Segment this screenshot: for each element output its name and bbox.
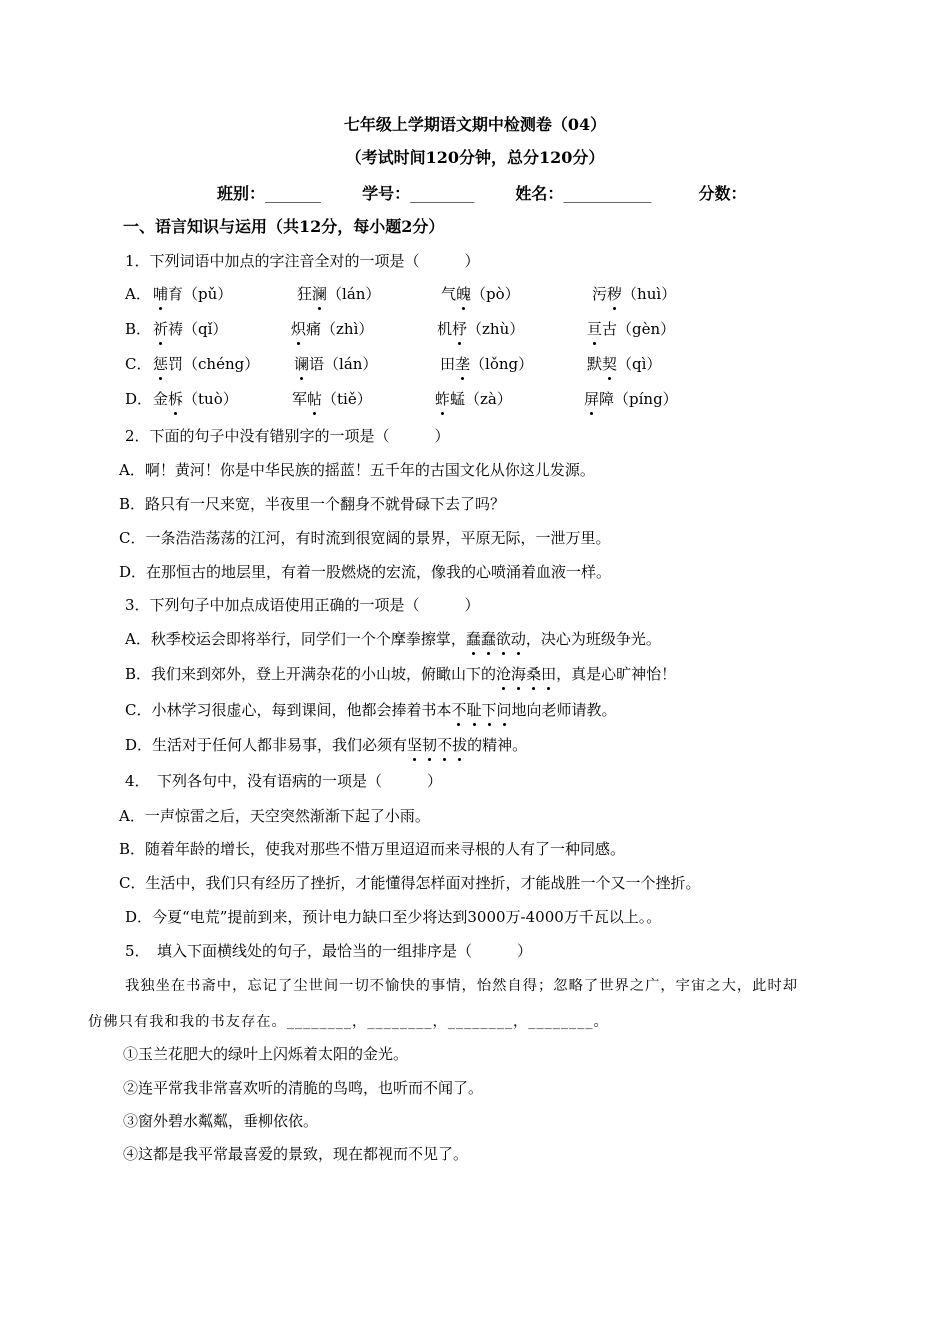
q1-item: 金柝（tuò）	[153, 390, 238, 408]
q2-option: B．路只有一尺来宽，半夜里一个翻身不就骨碌下去了吗？	[119, 495, 506, 513]
dotted-char: 田	[541, 665, 557, 683]
q4-stem: 4． 下列各句中，没有语病的一项是（ ）	[125, 772, 443, 790]
dotted-char: 不	[437, 736, 453, 754]
q1-item: 机杼（zhù）	[437, 320, 525, 338]
dotted-char: 问	[496, 701, 512, 719]
q1-item: 亘古（gèn）	[587, 320, 676, 338]
q2-stem: 2．下面的句子中没有错别字的一项是（ ）	[125, 427, 450, 445]
q1-item: 谰语（lán）	[294, 355, 378, 373]
q5-item: ④这都是我平常最喜爱的景致，现在都视而不见了。	[123, 1145, 469, 1163]
dotted-char: 蠢	[480, 630, 496, 648]
number-blank: ________	[410, 184, 475, 203]
number-label: 学号：	[362, 184, 411, 203]
q1-item: 屏障（píng）	[584, 390, 678, 408]
dotted-char: 耻	[466, 701, 482, 719]
q1-item: 蚱蜢（zà）	[435, 390, 512, 408]
q1-stem: 1．下列词语中加点的字注音全对的一项是（ ）	[125, 252, 480, 270]
q1-item: 气魄（pò）	[441, 285, 520, 303]
q1-item: 炽痛（zhì）	[291, 320, 374, 338]
q4-option: A．一声惊雷之后，天空突然渐渐下起了小雨。	[119, 807, 430, 825]
q2-option: D．在那恒古的地层里，有着一股燃烧的宏流，像我的心喷涌着血液一样。	[119, 563, 612, 581]
q5-item: ②连平常我非常喜欢听的清脆的鸟鸣，也听而不闻了。	[123, 1079, 484, 1097]
name-label: 姓名：	[515, 184, 564, 203]
section-heading: 一、语言知识与运用（共12分，每小题2分）	[123, 217, 445, 236]
q4-option: C．生活中，我们只有经历了挫折，才能懂得怎样面对挫折，才能战胜一个又一个挫折。	[119, 874, 701, 892]
class-blank: _______	[265, 184, 322, 203]
q3-stem: 3．下列句子中加点成语使用正确的一项是（ ）	[125, 596, 480, 614]
q3-option: D．生活对于任何人都非易事，我们必须有坚韧不拔的精神。	[125, 736, 528, 754]
q2-option: A．啊！黄河！你是中华民族的摇蓝！五千年的古国文化从你这儿发源。	[119, 461, 595, 479]
q5-passage-line: 我独坐在书斋中，忘记了尘世间一切不愉快的事情，怡然自得；忽略了世界之广，宇宙之大，此时却	[125, 978, 799, 994]
dotted-char: 沧	[496, 665, 512, 683]
q1-item: 惩罚（chéng）	[153, 355, 260, 373]
dotted-char: 坚	[407, 736, 423, 754]
class-label: 班别：	[217, 184, 266, 203]
q5-passage-line: 仿佛只有我和我的书友存在。________，________，________，________。	[88, 1014, 609, 1030]
dotted-char: 拔	[452, 736, 468, 754]
dotted-char: 蠢	[465, 630, 481, 648]
q1-row-letter: A．	[125, 285, 151, 303]
q1-item: 狂澜（lán）	[297, 285, 381, 303]
q1-item: 田垄（lǒng）	[440, 355, 534, 373]
q2-option: C．一条浩浩荡荡的江河，有时流到很宽阔的景界，平原无际，一泄万里。	[119, 529, 611, 547]
info-row	[217, 183, 747, 205]
q3-option: A．秋季校运会即将举行，同学们一个个摩拳擦掌，蠢蠢欲动，决心为班级争光。	[125, 630, 661, 648]
page-title: 七年级上学期语文期中检测卷（04）	[343, 115, 607, 134]
q5-item: ③窗外碧水粼粼，垂柳依依。	[123, 1112, 319, 1130]
q3-option: C．小林学习很虚心，每到课间，他都会捧着书本不耻下问地向老师请教。	[125, 701, 617, 719]
q1-item: 祈祷（qǐ）	[153, 320, 228, 338]
q1-item: 军帖（tiě）	[292, 390, 372, 408]
q1-item: 默契（qì）	[587, 355, 662, 373]
dotted-char: 动	[510, 630, 526, 648]
dotted-char: 桑	[526, 665, 542, 683]
q4-option: B．随着年龄的增长，使我对那些不惜万里迢迢而来寻根的人有了一种同感。	[119, 840, 626, 858]
dotted-char: 不	[451, 701, 467, 719]
q1-row-letter: B．	[125, 320, 152, 338]
dotted-char: 欲	[495, 630, 511, 648]
q3-option: B．我们来到郊外，登上开满杂花的小山坡，俯瞰山下的沧海桑田，真是心旷神怡！	[125, 665, 677, 683]
q5-stem: 5． 填入下面横线处的句子，最恰当的一组排序是（ ）	[125, 942, 533, 960]
q1-row-letter: D．	[125, 390, 153, 408]
dotted-char: 海	[511, 665, 527, 683]
q1-item: 污秽（huì）	[592, 285, 677, 303]
name-blank: ___________	[563, 184, 652, 203]
page-subtitle: （考试时间120分钟，总分120分）	[345, 148, 605, 167]
q4-option: D．今夏“电荒”提前到来，预计电力缺口至少将达到3000万-4000万千瓦以上。。	[125, 908, 662, 926]
dotted-char: 韧	[422, 736, 438, 754]
q5-item: ①玉兰花肥大的绿叶上闪烁着太阳的金光。	[123, 1045, 409, 1063]
score-label: 分数：	[698, 184, 747, 203]
dotted-char: 下	[481, 701, 497, 719]
q1-item: 哺育（pǔ）	[153, 285, 233, 303]
q1-row-letter: C．	[125, 355, 152, 373]
